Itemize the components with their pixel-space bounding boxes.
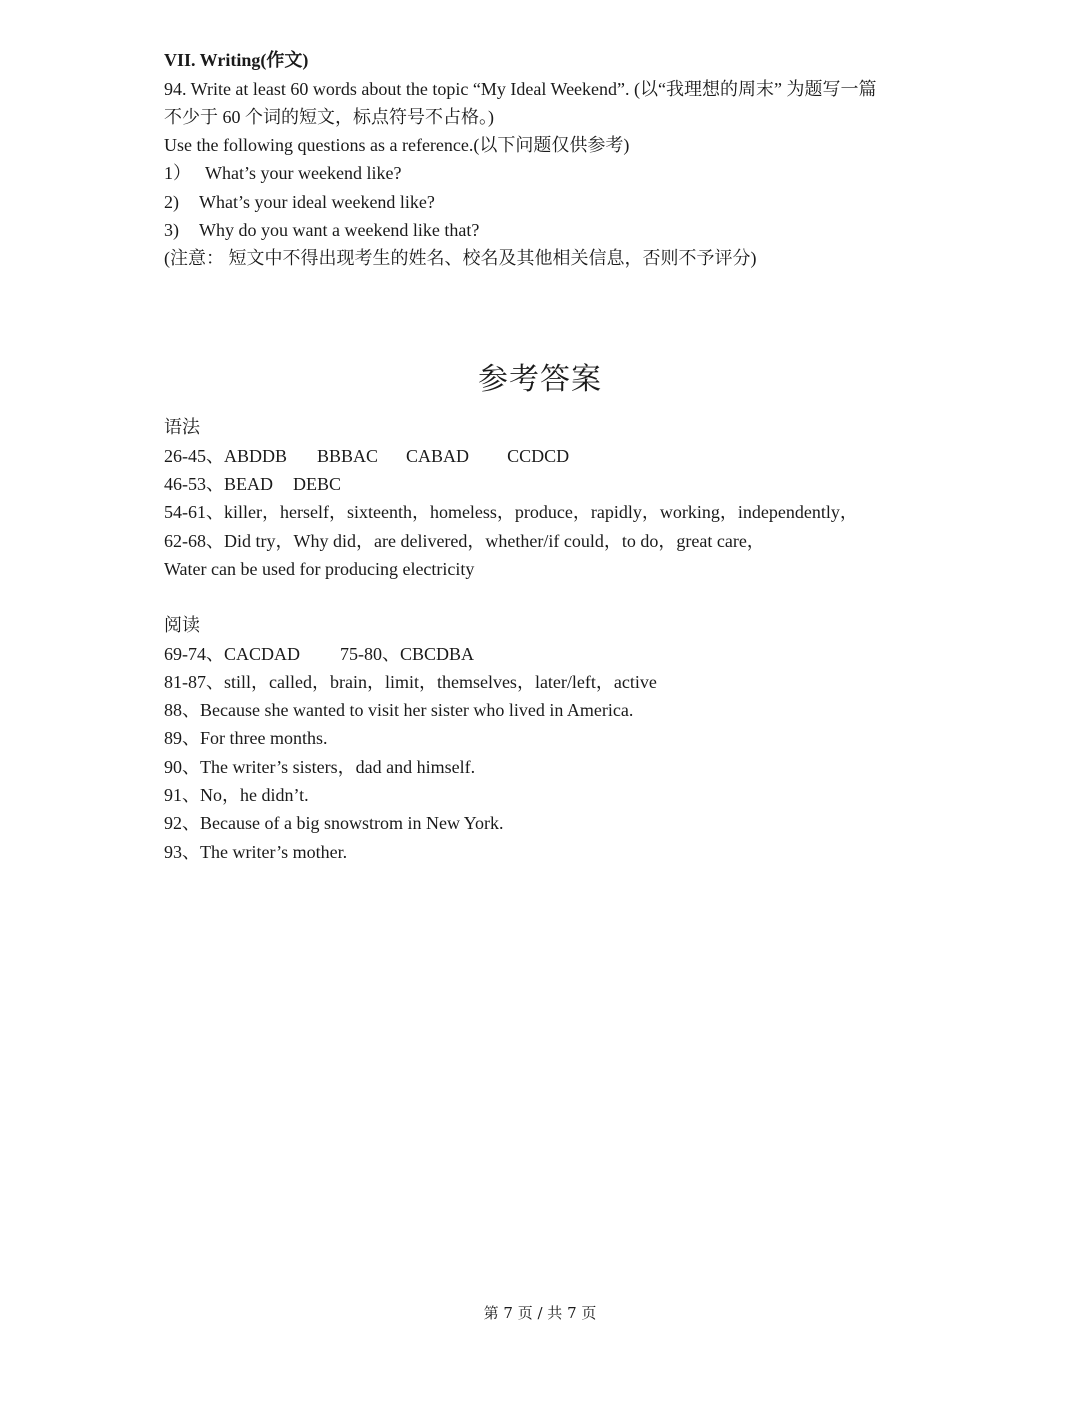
grammar-row-4: 62-68、Did try，Why did，are delivered，whether/if could，to do，great care， [164,531,765,551]
reading-row-1 [164,643,474,665]
question-number: 1） [164,163,191,183]
writing-note: (注意： 短文中不得出现考生的姓名、校名及其他相关信息，否则不予评分) [164,248,757,268]
question-2 [164,191,435,213]
reading-item-88: 88、Because she wanted to visit her sister who lived in America. [164,700,634,720]
reference-intro: Use the following questions as a reference.(以下问题仅供参考) [164,135,630,155]
answer-group: BBBAC [317,446,379,466]
question-number: 3) [164,220,179,240]
reading-item-92: 92、Because of a big snowstrom in New York. [164,813,504,833]
writing-prompt-line-1: 94. Write at least 60 words about the topic “My Ideal Weekend”. (以“我理想的周末” 为题写一篇 [164,79,877,99]
question-number: 2) [164,192,179,212]
reading-item-90: 90、The writer’s sisters，dad and himself. [164,757,476,777]
question-text: What’s your weekend like? [205,163,402,183]
grammar-row-1 [164,445,569,467]
grammar-row-5: Water can be used for producing electricity [164,559,475,579]
question-3 [164,219,479,241]
writing-heading: VII. Writing(作文) [164,50,309,70]
question-1 [164,162,401,184]
reading-item-93: 93、The writer’s mother. [164,842,348,862]
reading-item-91: 91、No，he didn’t. [164,785,309,805]
answer-group: 26-45、ABDDB [164,446,288,466]
grammar-label: 语法 [164,417,200,437]
question-text: Why do you want a weekend like that? [199,220,480,240]
answers-title: 参考答案 [478,362,602,397]
question-text: What’s your ideal weekend like? [199,192,435,212]
reading-row-2: 81-87、still，called，brain，limit，themselves，later/left，active [164,672,657,692]
grammar-row-3: 54-61、killer，herself，sixteenth，homeless，produce，rapidly，working，independently， [164,502,858,522]
reading-item-89: 89、For three months. [164,728,328,748]
answer-group: DEBC [293,474,342,494]
answer-group: CCDCD [507,446,570,466]
answer-group: 75-80、CBCDBA [340,644,475,664]
answer-group: CABAD [406,446,470,466]
page-footer: 第 7 页 / 共 7 页 [483,1304,597,1322]
answer-group: 69-74、CACDAD [164,644,301,664]
grammar-row-2 [164,473,341,495]
answer-group: 46-53、BEAD [164,474,273,494]
writing-prompt-line-2: 不少于 60 个词的短文，标点符号不占格。) [164,107,494,127]
reading-label: 阅读 [164,615,200,635]
